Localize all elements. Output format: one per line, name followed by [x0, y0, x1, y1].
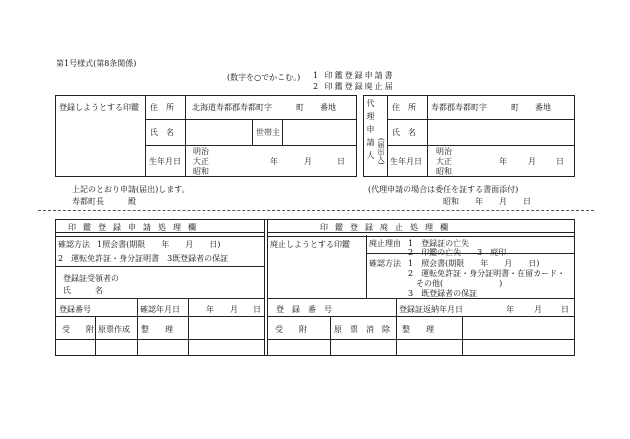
- left-confirm-opt2: 2 運転免許証・身分証明書 3既登録者の保証: [58, 254, 229, 263]
- right-confirm-label: 確認方法: [369, 259, 401, 268]
- right-confirm-other: その他( ): [416, 279, 503, 288]
- left-confirm-opt1: 1照会書(期限 年 月 日): [97, 240, 221, 249]
- right-receipt-label: 受 附: [275, 325, 307, 334]
- abolish-seal-label: 廃止しようとする印鑑: [270, 240, 350, 249]
- right-confirm-3: 3 既登録者の保証: [408, 289, 478, 298]
- name-label: 氏 名: [150, 128, 174, 137]
- title-option-1: 1 印鑑登録申請書: [313, 71, 395, 80]
- era-taisho: 大正: [193, 157, 209, 166]
- reason-label: 廃止理由: [369, 239, 401, 248]
- reg-month-unit: 月: [230, 305, 238, 314]
- return-day-unit: 日: [561, 305, 569, 314]
- proxy-dob-year-unit: 年: [499, 157, 507, 166]
- left-receipt-label: 受 附: [62, 325, 94, 334]
- era-meiji: 明治: [193, 147, 209, 156]
- return-month-unit: 月: [534, 305, 542, 314]
- original-label: 原票作成: [98, 325, 130, 334]
- right-confirm-1: 1 照会書(期限 年 月 日): [408, 259, 540, 268]
- left-confirm-label: 確認方法: [58, 240, 90, 249]
- return-date-label: 登録証返納年月日: [399, 305, 463, 314]
- proxy-label: 代理申請人: [366, 99, 375, 164]
- proxy-address-label: 住 所: [392, 103, 416, 112]
- proxy-dob-label: 生年月日: [390, 157, 422, 166]
- dob-month-unit: 月: [304, 157, 312, 166]
- proxy-era-meiji: 明治: [436, 147, 452, 156]
- title-option-2: 2 印鑑登録廃止届: [313, 82, 395, 91]
- cut-line: [38, 210, 594, 211]
- left-header: 印鑑登録申請処理欄: [68, 223, 203, 232]
- proxy-dob-day-unit: 日: [556, 157, 564, 166]
- proxy-era-taisho: 大正: [436, 157, 452, 166]
- proxy-sub: (届出人): [377, 138, 385, 165]
- receiver-label: 登録証受領者の: [63, 274, 119, 283]
- era-showa: 昭和: [193, 167, 209, 176]
- reg-year-unit: 年: [206, 305, 214, 314]
- left-arrange-label: 整 理: [141, 325, 173, 334]
- dob-day-unit: 日: [337, 157, 345, 166]
- right-confirm-2: 2 運転免許証・身分証明書・在留カード・: [408, 269, 566, 278]
- dob-year-unit: 年: [270, 157, 278, 166]
- form-number: 第1号様式(第8条関係): [56, 59, 137, 68]
- proxy-era-showa: 昭和: [436, 167, 452, 176]
- seal-label: 登録しようとする印鑑: [59, 103, 139, 112]
- application-date: 昭和 年 月 日: [443, 197, 531, 206]
- receiver-name: 氏 名: [63, 286, 103, 295]
- address-label: 住 所: [150, 103, 174, 112]
- number-note: (数字を○でかこむ。): [227, 73, 301, 82]
- return-year-unit: 年: [506, 305, 514, 314]
- proxy-name-label: 氏 名: [392, 128, 416, 137]
- reason-1: 1 登録証の亡失: [408, 239, 470, 248]
- householder-label: 世帯主: [256, 128, 280, 137]
- addressee: 寿都町長 殿: [72, 197, 136, 206]
- address-value[interactable]: 北海道寿都郡寿都町字 町 番地: [192, 103, 336, 112]
- proxy-dob-month-unit: 月: [528, 157, 536, 166]
- proxy-note: (代理申請の場合は委任を証する書面添付): [368, 185, 519, 194]
- right-reg-no-label: 登 録 番 号: [276, 305, 332, 314]
- reg-day-unit: 日: [253, 305, 261, 314]
- reg-no-label: 登録番号: [59, 305, 91, 314]
- reg-date-label: 確認年月日: [140, 305, 180, 314]
- statement: 上記のとおり申請(届出)します。: [72, 185, 190, 194]
- delete-label: 原 票 消 除: [334, 325, 390, 334]
- dob-label: 生年月日: [149, 157, 181, 166]
- right-header: 印鑑登録廃止処理欄: [320, 223, 455, 232]
- reason-2: 2 印鑑の亡失 3 廃印: [408, 248, 507, 257]
- proxy-address-value[interactable]: 寿都郡寿都町字 町 番地: [431, 103, 551, 112]
- right-arrange-label: 整 理: [402, 325, 434, 334]
